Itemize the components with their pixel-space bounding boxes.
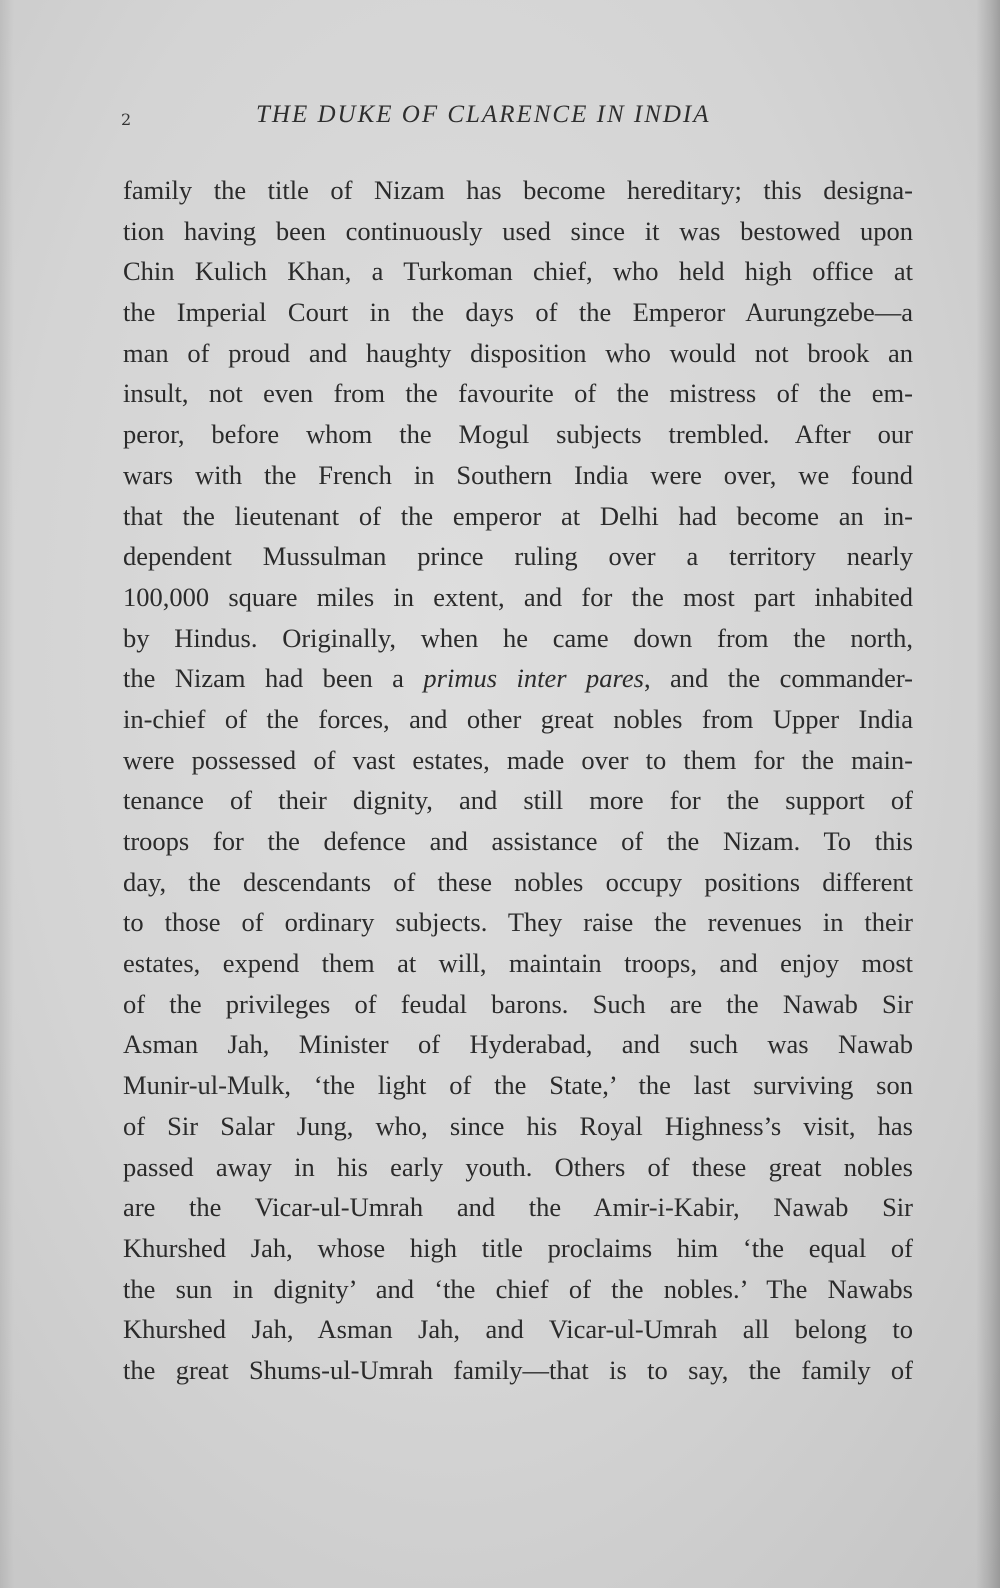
text-line: insult, not even from the favourite of the mistress of the em-: [123, 378, 913, 409]
text-line: Chin Kulich Khan, a Turkoman chief, who held high office at: [123, 256, 913, 287]
text-line: the Imperial Court in the days of the Emperor Aurungzebe—a: [123, 297, 913, 328]
text-line: are the Vicar-ul-Umrah and the Amir-i-Kabir, Nawab Sir: [123, 1192, 913, 1223]
page-number: 2: [121, 110, 132, 129]
text-segment: , and the commander-: [643, 663, 913, 694]
text-line: wars with the French in Southern India were over, we found: [123, 459, 913, 490]
text-line: that the lieutenant of the emperor at Delhi had become an in-: [123, 500, 913, 531]
text-line: tenance of their dignity, and still more for the support of: [123, 785, 913, 816]
text-line-with-italic: [123, 658, 913, 699]
text-line: of the privileges of feudal barons. Such are the Nawab Sir: [123, 988, 913, 1019]
text-line: peror, before whom the Mogul subjects trembled. After our: [123, 419, 913, 450]
text-line: the great Shums-ul-Umrah family—that is to say, the family of: [123, 1354, 913, 1385]
text-line: to those of ordinary subjects. They raise the revenues in their: [123, 907, 913, 938]
text-line: Asman Jah, Minister of Hyderabad, and such was Nawab: [123, 1029, 913, 1060]
text-line: family the title of Nizam has become hereditary; this designa-: [123, 175, 913, 205]
page-gutter-shadow: [0, 0, 14, 1588]
text-line: were possessed of vast estates, made over to them for the main-: [123, 744, 913, 775]
text-line: passed away in his early youth. Others of these great nobles: [123, 1151, 913, 1182]
text-line: of Sir Salar Jung, who, since his Royal Highness’s visit, has: [123, 1110, 913, 1141]
text-segment: the Nizam had been a: [123, 663, 404, 694]
body-paragraph: [123, 170, 913, 1391]
text-line: man of proud and haughty disposition who would not brook an: [123, 337, 913, 368]
page-edge-shadow: [976, 0, 1000, 1588]
text-line: Khurshed Jah, whose high title proclaims him ‘the equal of: [123, 1232, 913, 1263]
text-line: 100,000 square miles in extent, and for the most part inhabited: [123, 581, 913, 612]
running-title: THE DUKE OF CLARENCE IN INDIA: [256, 101, 711, 128]
text-line: troops for the defence and assistance of the Nizam. To this: [123, 826, 913, 856]
text-line: Munir-ul-Mulk, ‘the light of the State,’ the last surviving son: [123, 1070, 913, 1101]
text-line: estates, expend them at will, maintain troops, and enjoy most: [123, 948, 913, 979]
italic-phrase: primus inter pares: [423, 663, 644, 694]
text-line: in-chief of the forces, and other great nobles from Upper India: [123, 703, 913, 734]
text-line: dependent Mussulman prince ruling over a territory nearly: [123, 541, 913, 572]
text-line: tion having been continuously used since it was bestowed upon: [123, 215, 913, 246]
text-line: day, the descendants of these nobles occupy positions different: [123, 866, 913, 897]
text-line: the sun in dignity’ and ‘the chief of the nobles.’ The Nawabs: [123, 1273, 913, 1304]
text-line: by Hindus. Originally, when he came down from the north,: [123, 622, 913, 653]
text-line: Khurshed Jah, Asman Jah, and Vicar-ul-Umrah all belong to: [123, 1314, 913, 1345]
